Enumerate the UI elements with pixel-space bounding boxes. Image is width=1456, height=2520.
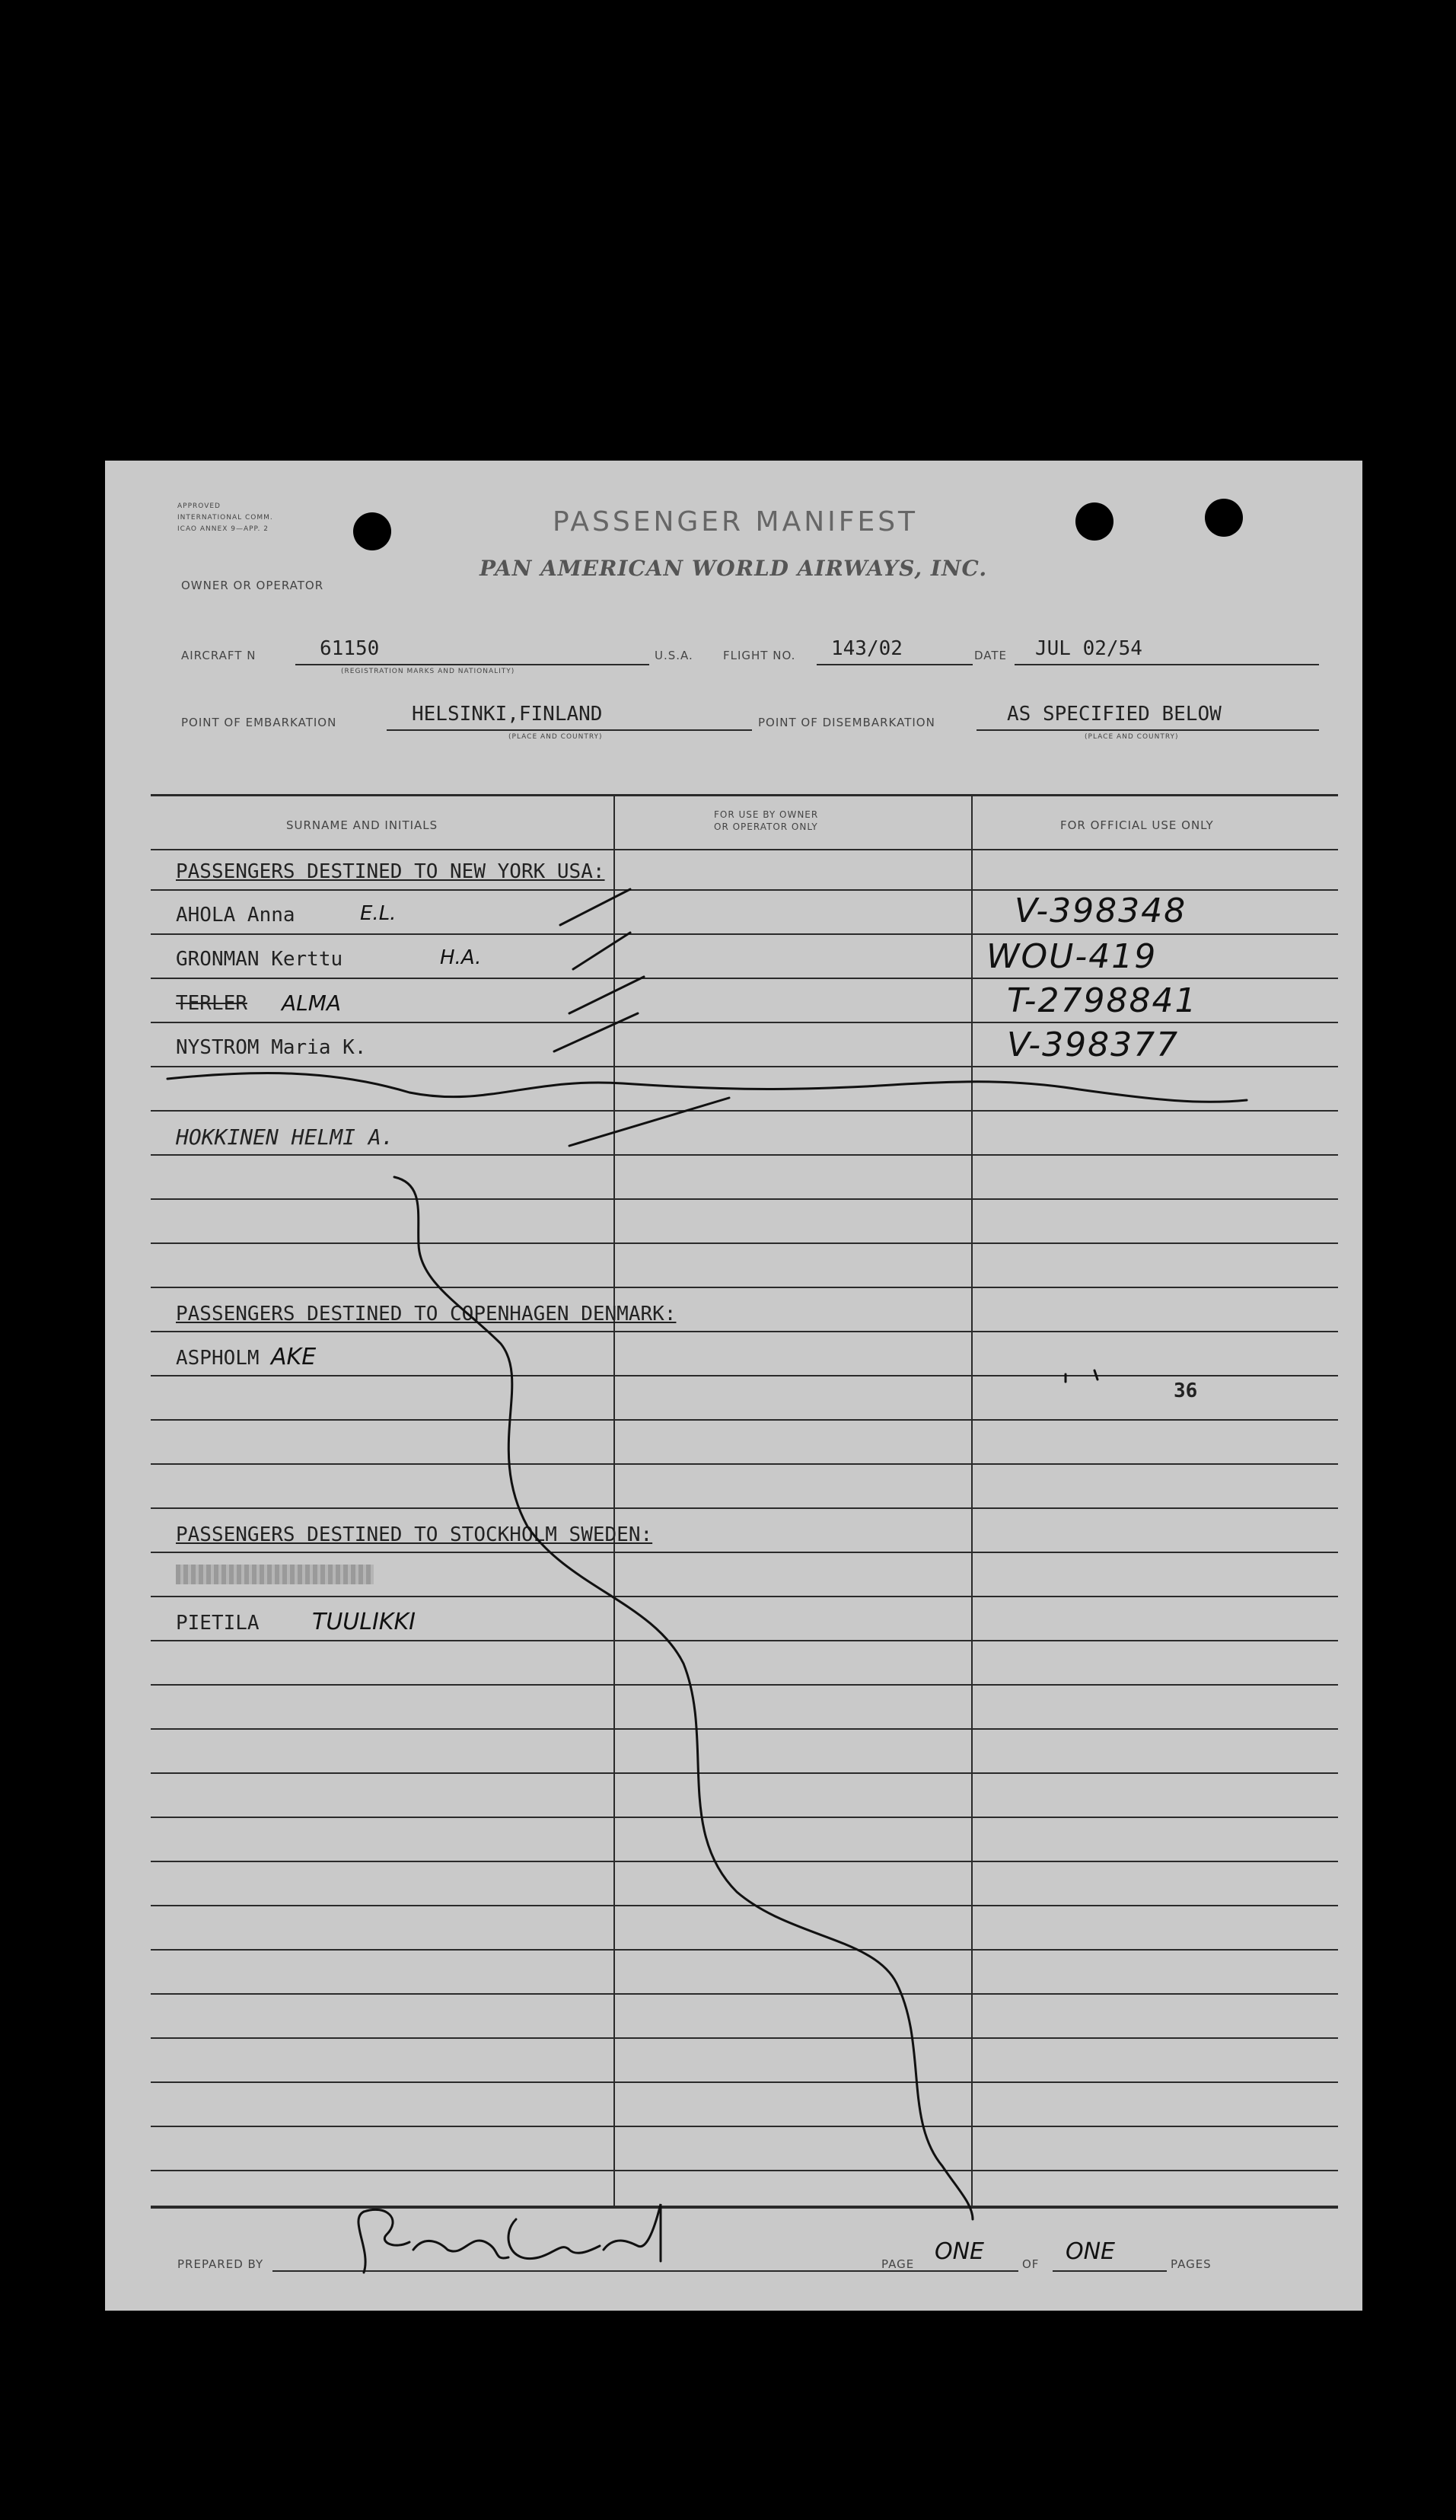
disembark-value: AS SPECIFIED BELOW <box>1007 703 1222 726</box>
date-label: DATE <box>974 649 1008 662</box>
page-label: PAGE <box>881 2257 915 2271</box>
page-value: ONE <box>935 2238 985 2265</box>
approval-line-2: INTERNATIONAL COMM. <box>177 514 273 522</box>
disembark-label: POINT OF DISEMBARKATION <box>758 716 935 729</box>
usa-label: U.S.A. <box>655 649 693 662</box>
passenger-initials-handwritten: H.A. <box>440 946 482 969</box>
manifest-sheet <box>105 461 1362 2311</box>
approval-line-1: APPROVED <box>177 502 221 510</box>
passenger-initials-handwritten: E.L. <box>360 902 397 925</box>
passenger-name: GRONMAN Kerttu <box>176 948 343 971</box>
registration-caption: (REGISTRATION MARKS AND NATIONALITY) <box>341 668 515 675</box>
passenger-name: ASPHOLM <box>176 1347 260 1370</box>
column-header-surname: SURNAME AND INITIALS <box>286 818 438 832</box>
passenger-name: PIETILA <box>176 1612 260 1635</box>
place-caption-1: (PLACE AND COUNTRY) <box>508 733 603 741</box>
passenger-initials-handwritten: AKE <box>271 1344 317 1370</box>
official-number: 36 <box>1174 1380 1198 1402</box>
flight-value: 143/02 <box>831 637 903 660</box>
passenger-initials-handwritten: TUULIKKI <box>312 1609 416 1635</box>
official-number: T-2798841 <box>1007 981 1198 1020</box>
signature-image <box>341 2189 691 2280</box>
column-header-official: FOR OFFICIAL USE ONLY <box>1060 818 1214 832</box>
column-header-owner-1: FOR USE BY OWNER <box>714 809 819 820</box>
group-heading-new-york: PASSENGERS DESTINED TO NEW YORK USA: <box>176 860 605 883</box>
of-label: OF <box>1022 2257 1040 2271</box>
embark-label: POINT OF EMBARKATION <box>181 716 337 729</box>
prepared-by-label: PREPARED BY <box>177 2257 264 2271</box>
owner-label: OWNER OR OPERATOR <box>181 579 324 592</box>
embark-value: HELSINKI,FINLAND <box>412 703 603 726</box>
passenger-initials-handwritten: ALMA <box>282 990 342 1016</box>
passenger-name: TERLER <box>176 992 247 1015</box>
date-value: JUL 02/54 <box>1035 637 1142 660</box>
column-header-owner-2: OR OPERATOR ONLY <box>714 821 818 832</box>
pages-label: PAGES <box>1171 2257 1212 2271</box>
of-value: ONE <box>1066 2238 1116 2265</box>
passenger-name: HOKKINEN HELMI A. <box>176 1124 394 1150</box>
group-heading-stockholm: PASSENGERS DESTINED TO STOCKHOLM SWEDEN: <box>176 1523 653 1546</box>
page-title: PASSENGER MANIFEST <box>553 506 919 537</box>
approval-line-3: ICAO ANNEX 9—APP. 2 <box>177 525 269 533</box>
flight-label: FLIGHT NO. <box>723 649 796 662</box>
official-number: V-398348 <box>1015 892 1187 930</box>
passenger-name: NYSTROM Maria K. <box>176 1036 367 1059</box>
handwritten-strokes <box>105 461 1362 2311</box>
official-number: WOU-419 <box>986 937 1158 976</box>
official-number: V-398377 <box>1007 1026 1180 1064</box>
aircraft-value: 61150 <box>320 637 380 660</box>
group-heading-copenhagen: PASSENGERS DESTINED TO COPENHAGEN DENMARK: <box>176 1303 677 1325</box>
place-caption-2: (PLACE AND COUNTRY) <box>1085 733 1179 741</box>
passenger-name: AHOLA Anna <box>176 904 295 927</box>
aircraft-label: AIRCRAFT N <box>181 649 256 662</box>
airline-name: PAN AMERICAN WORLD AIRWAYS, INC. <box>479 556 988 581</box>
